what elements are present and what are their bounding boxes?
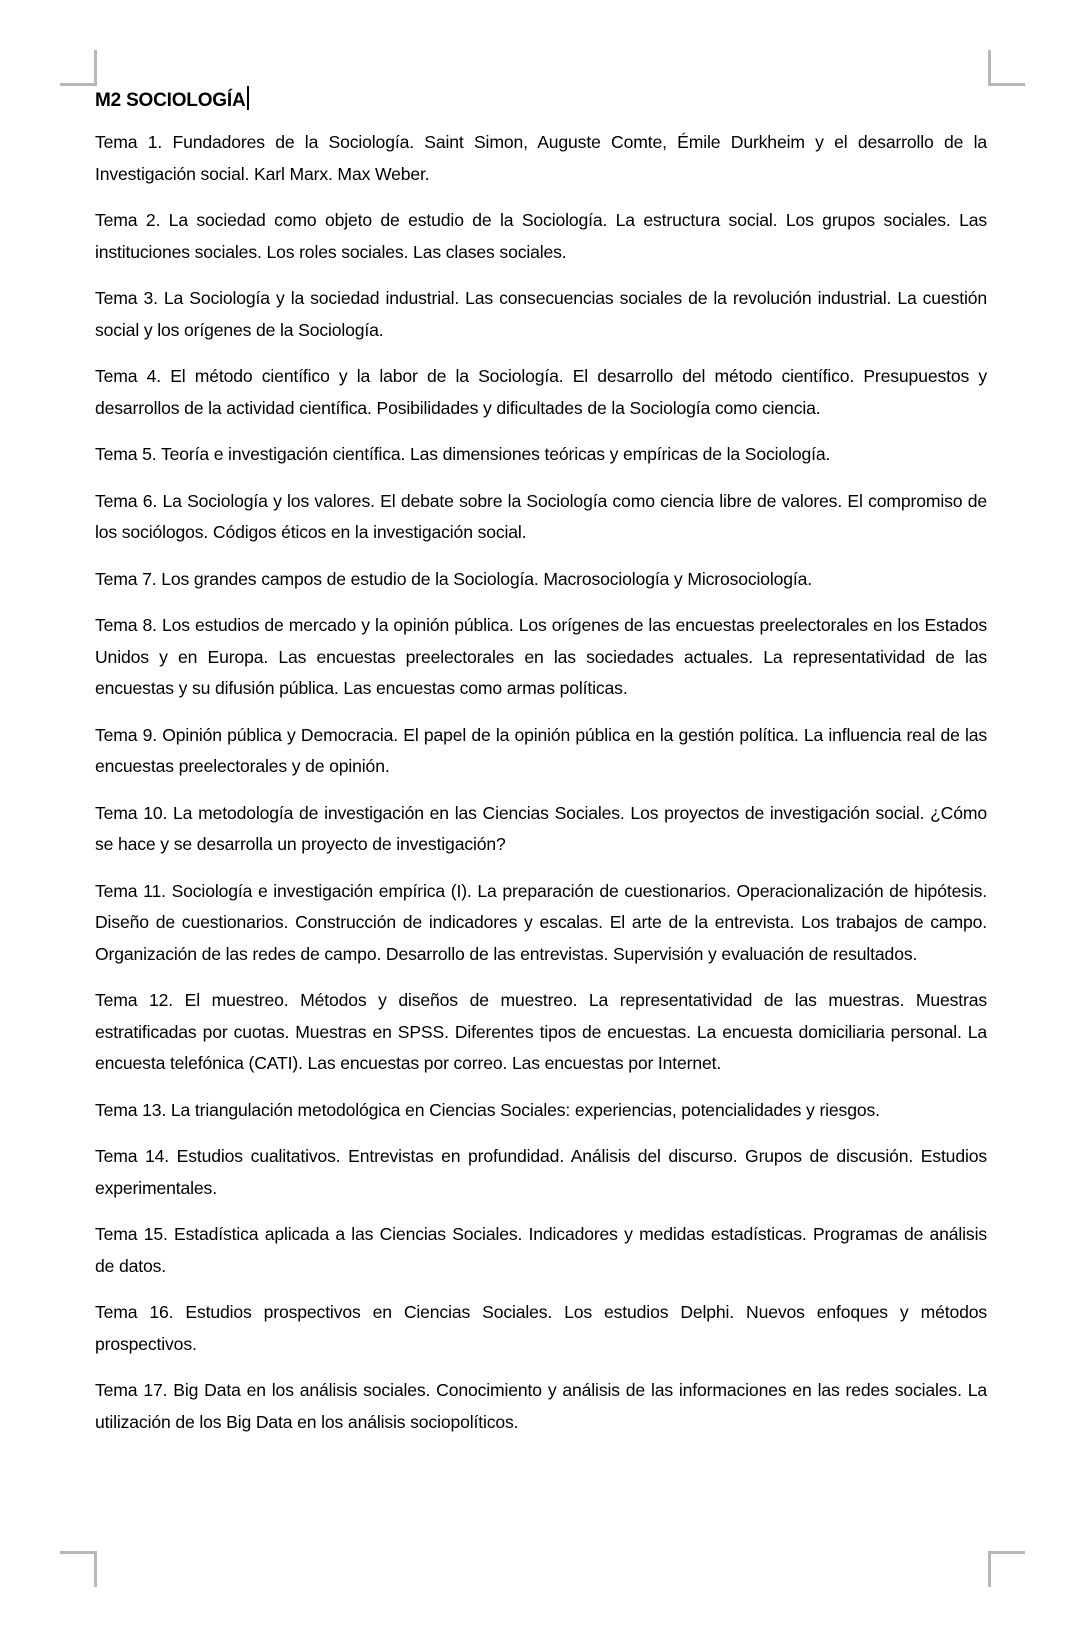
- topic-paragraph-5[interactable]: Tema 5. Teoría e investigación científica. Las dimensiones teóricas y empíricas de la Sociología.: [95, 444, 831, 464]
- topic-paragraph-6[interactable]: Tema 6. La Sociología y los valores. El debate sobre la Sociología como ciencia libre de valores. El compromiso de los sociólogos. Códigos éticos en la investigación social.: [95, 490, 987, 542]
- topic-paragraph-15[interactable]: Tema 15. Estadística aplicada a las Ciencias Sociales. Indicadores y medidas estadísticas. Programas de análisis de datos.: [95, 1224, 987, 1276]
- topic-paragraph-17[interactable]: Tema 17. Big Data en los análisis sociales. Conocimiento y análisis de las informaciones en las redes sociales. La utilización de los Big Data en los análisis sociopolíticos.: [95, 1380, 987, 1432]
- topic-paragraph-3[interactable]: Tema 3. La Sociología y la sociedad industrial. Las consecuencias sociales de la revolución industrial. La cuestión social y los orígenes de la Sociología.: [95, 288, 987, 340]
- topic-paragraph-1[interactable]: Tema 1. Fundadores de la Sociología. Saint Simon, Auguste Comte, Émile Durkheim y el desarrollo de la Investigación social. Karl Marx. Max Weber.: [95, 132, 987, 184]
- topic-paragraph-8[interactable]: Tema 8. Los estudios de mercado y la opinión pública. Los orígenes de las encuestas preelectorales en los Estados Unidos y en Europa. Las encuestas preelectorales en las sociedades actuales. La representatividad de las encuestas y su difusión pública. Las encuestas como armas políticas.: [95, 615, 987, 698]
- topic-paragraph-11[interactable]: Tema 11. Sociología e investigación empírica (I). La preparación de cuestionarios. Operacionalización de hipótesis. Diseño de cuestionarios. Construcción de indicadores y escalas. El arte de la entrevista. Los trabajos de campo. Organización de las redes de campo. Desarrollo de las entrevistas. Supervisión y evaluación de resultados.: [95, 880, 987, 964]
- topic-paragraph-12[interactable]: Tema 12. El muestreo. Métodos y diseños de muestreo. La representatividad de las muestras. Muestras estratificadas por cuotas. Muestras en SPSS. Diferentes tipos de encuestas. La encuesta domiciliaria personal. La encuesta telefónica (CATI). Las encuestas por correo. Las encuestas por Internet.: [95, 990, 987, 1073]
- topic-paragraph-9[interactable]: Tema 9. Opinión pública y Democracia. El papel de la opinión pública en la gestión política. La influencia real de las encuestas preelectorales y de opinión.: [95, 724, 987, 776]
- document-title[interactable]: M2 SOCIOLOGÍA: [95, 90, 246, 111]
- page-corner-mark-top-right: [988, 50, 1025, 86]
- topic-paragraph-4[interactable]: Tema 4. El método científico y la labor de la Sociología. El desarrollo del método científico. Presupuestos y desarrollos de la actividad científica. Posibilidades y dificultades de la Sociología como ciencia.: [95, 366, 987, 418]
- page-corner-mark-top-left: [60, 50, 97, 86]
- topic-paragraph-14[interactable]: Tema 14. Estudios cualitativos. Entrevistas en profundidad. Análisis del discurso. Grupos de discusión. Estudios experimentales.: [95, 1146, 987, 1198]
- page-corner-mark-bottom-right: [988, 1551, 1025, 1587]
- page-corner-mark-bottom-left: [60, 1551, 97, 1587]
- topic-paragraph-10[interactable]: Tema 10. La metodología de investigación en las Ciencias Sociales. Los proyectos de investigación social. ¿Cómo se hace y se desarrolla un proyecto de investigación?: [95, 802, 987, 854]
- text-cursor: [247, 86, 249, 110]
- document-body[interactable]: [95, 86, 987, 1453]
- topic-paragraph-7[interactable]: Tema 7. Los grandes campos de estudio de la Sociología. Macrosociología y Microsociología.: [95, 568, 813, 589]
- topic-paragraph-13[interactable]: Tema 13. La triangulación metodológica en Ciencias Sociales: experiencias, potencialidades y riesgos.: [95, 1099, 880, 1120]
- document-title-line[interactable]: [95, 86, 987, 115]
- topic-paragraph-2[interactable]: Tema 2. La sociedad como objeto de estudio de la Sociología. La estructura social. Los grupos sociales. Las instituciones sociales. Los roles sociales. Las clases sociales.: [95, 210, 987, 262]
- topic-paragraph-16[interactable]: Tema 16. Estudios prospectivos en Ciencias Sociales. Los estudios Delphi. Nuevos enfoques y métodos prospectivos.: [95, 1302, 987, 1354]
